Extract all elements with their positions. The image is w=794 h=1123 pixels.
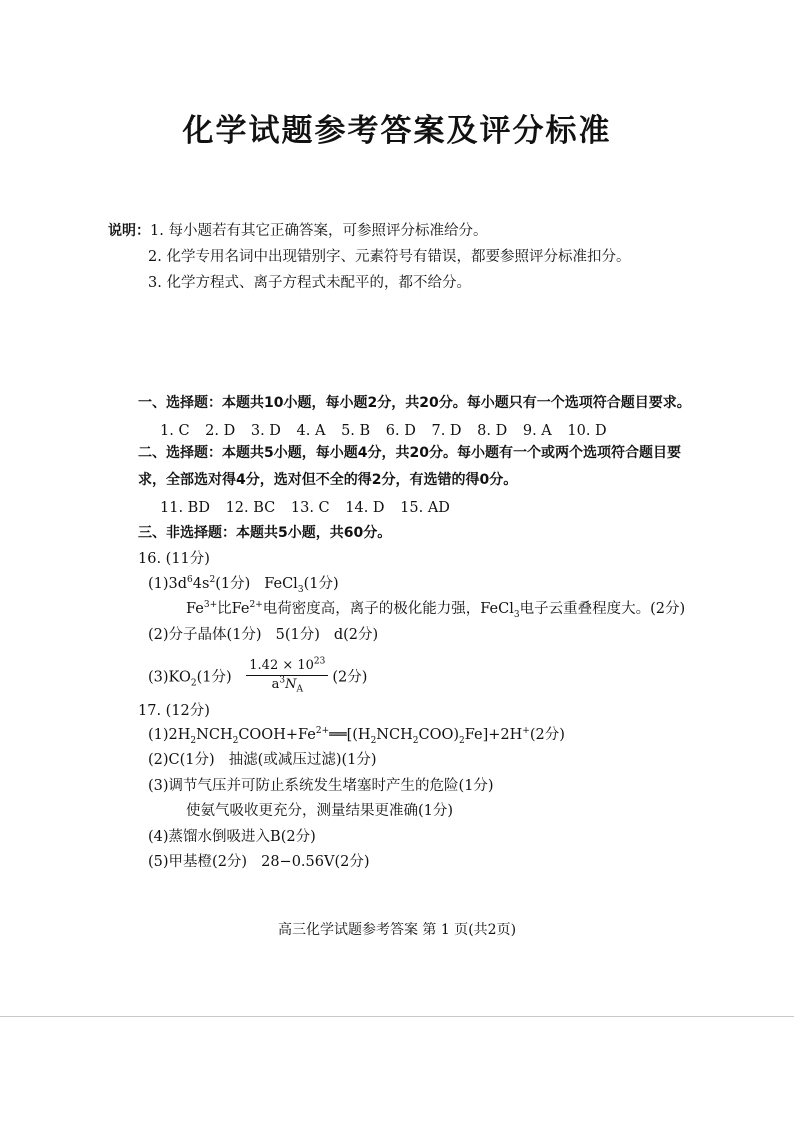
q17-part-4: (4)蒸馏水倒吸进入B(2分) (148, 829, 316, 845)
answer-12: 12. BC (225, 500, 276, 516)
answer-1: 1. C (160, 423, 190, 439)
page-divider (0, 1016, 794, 1017)
page-footer: 高三化学试题参考答案 第 1 页(共2页) (277, 922, 517, 938)
note-item-2: 2. 化学专用名词中出现错别字、元素符号有错误，都要参照评分标准扣分。 (148, 249, 631, 265)
section-3-heading: 三、非选择题：本题共5小题，共60分。 (138, 525, 392, 541)
q16-part-3: $(3)KO_2(1$分) $\frac{1.42 \times 10^{23}}{a^3N_A}$ (2分) (148, 656, 368, 695)
q16-part-1: $(1)3d^64s^2(1$分) FeCl$_3$(1分) (148, 575, 339, 595)
section-1-answers (160, 421, 618, 441)
answer-15: 15. AD (400, 500, 450, 516)
note-item-3: 3. 化学方程式、离子方程式未配平的，都不给分。 (148, 275, 471, 291)
q17-part-2: (2)C(1分) 抽滤(或减压过滤)(1分) (148, 752, 377, 768)
answer-11: 11. BD (160, 500, 210, 516)
answer-3: 3. D (250, 423, 281, 439)
section-2-answers (160, 498, 461, 518)
note-item-1: 1. 每小题若有其它正确答案，可参照评分标准给分。 (150, 223, 488, 239)
answer-7: 7. D (431, 423, 462, 439)
q16-part-1-explanation: $Fe^{3+}$比$Fe^{2+}$电荷密度高，离子的极化能力强，FeCl$_3$电子云重叠程度大。(2分) (186, 600, 686, 620)
section-1-heading: 一、选择题：本题共10小题，每小题2分，共20分。每小题只有一个选项符合题目要求。 (138, 395, 691, 411)
answer-14: 14. D (345, 500, 385, 516)
q17-part-1: $(1)2H_2NCH_2COOH+Fe^{2+}══[(H_2NCH_2COO)_2Fe]+2H^+(2$分) (148, 726, 565, 746)
notes-label: 说明： (108, 223, 150, 239)
q16-header: 16. (11分) (138, 551, 210, 567)
q16-part-2: (2)分子晶体(1分) 5(1分) d(2分) (148, 627, 379, 643)
page-title: 化学试题参考答案及评分标准 (182, 113, 612, 149)
answer-2: 2. D (205, 423, 236, 439)
section-2-heading-line-1: 二、选择题：本题共5小题，每小题4分，共20分。每小题有一个或两个选项符合题目要 (138, 445, 681, 461)
q17-part-5: (5)甲基橙(2分) 28−0.56V(2分) (148, 854, 370, 870)
answer-8: 8. D (477, 423, 508, 439)
answer-9: 9. A (522, 423, 552, 439)
q17-part-3: (3)调节气压并可防止系统发生堵塞时产生的危险(1分) (148, 778, 494, 794)
answer-13: 13. C (290, 500, 330, 516)
answer-6: 6. D (385, 423, 416, 439)
section-2-heading-line-2: 求，全部选对得4分，选对但不全的得2分，有选错的得0分。 (138, 472, 518, 488)
q17-part-3-cont: 使氨气吸收更充分，测量结果更准确(1分) (186, 803, 454, 819)
answer-10: 10. D (567, 423, 607, 439)
formula-fraction: $\frac{1.42 \times 10^{23}}{a^3N_A}$ (246, 658, 328, 693)
notes-line-1 (108, 221, 487, 241)
answer-5: 5. B (341, 423, 371, 439)
answer-4: 4. A (296, 423, 326, 439)
q17-header: 17. (12分) (138, 703, 210, 719)
